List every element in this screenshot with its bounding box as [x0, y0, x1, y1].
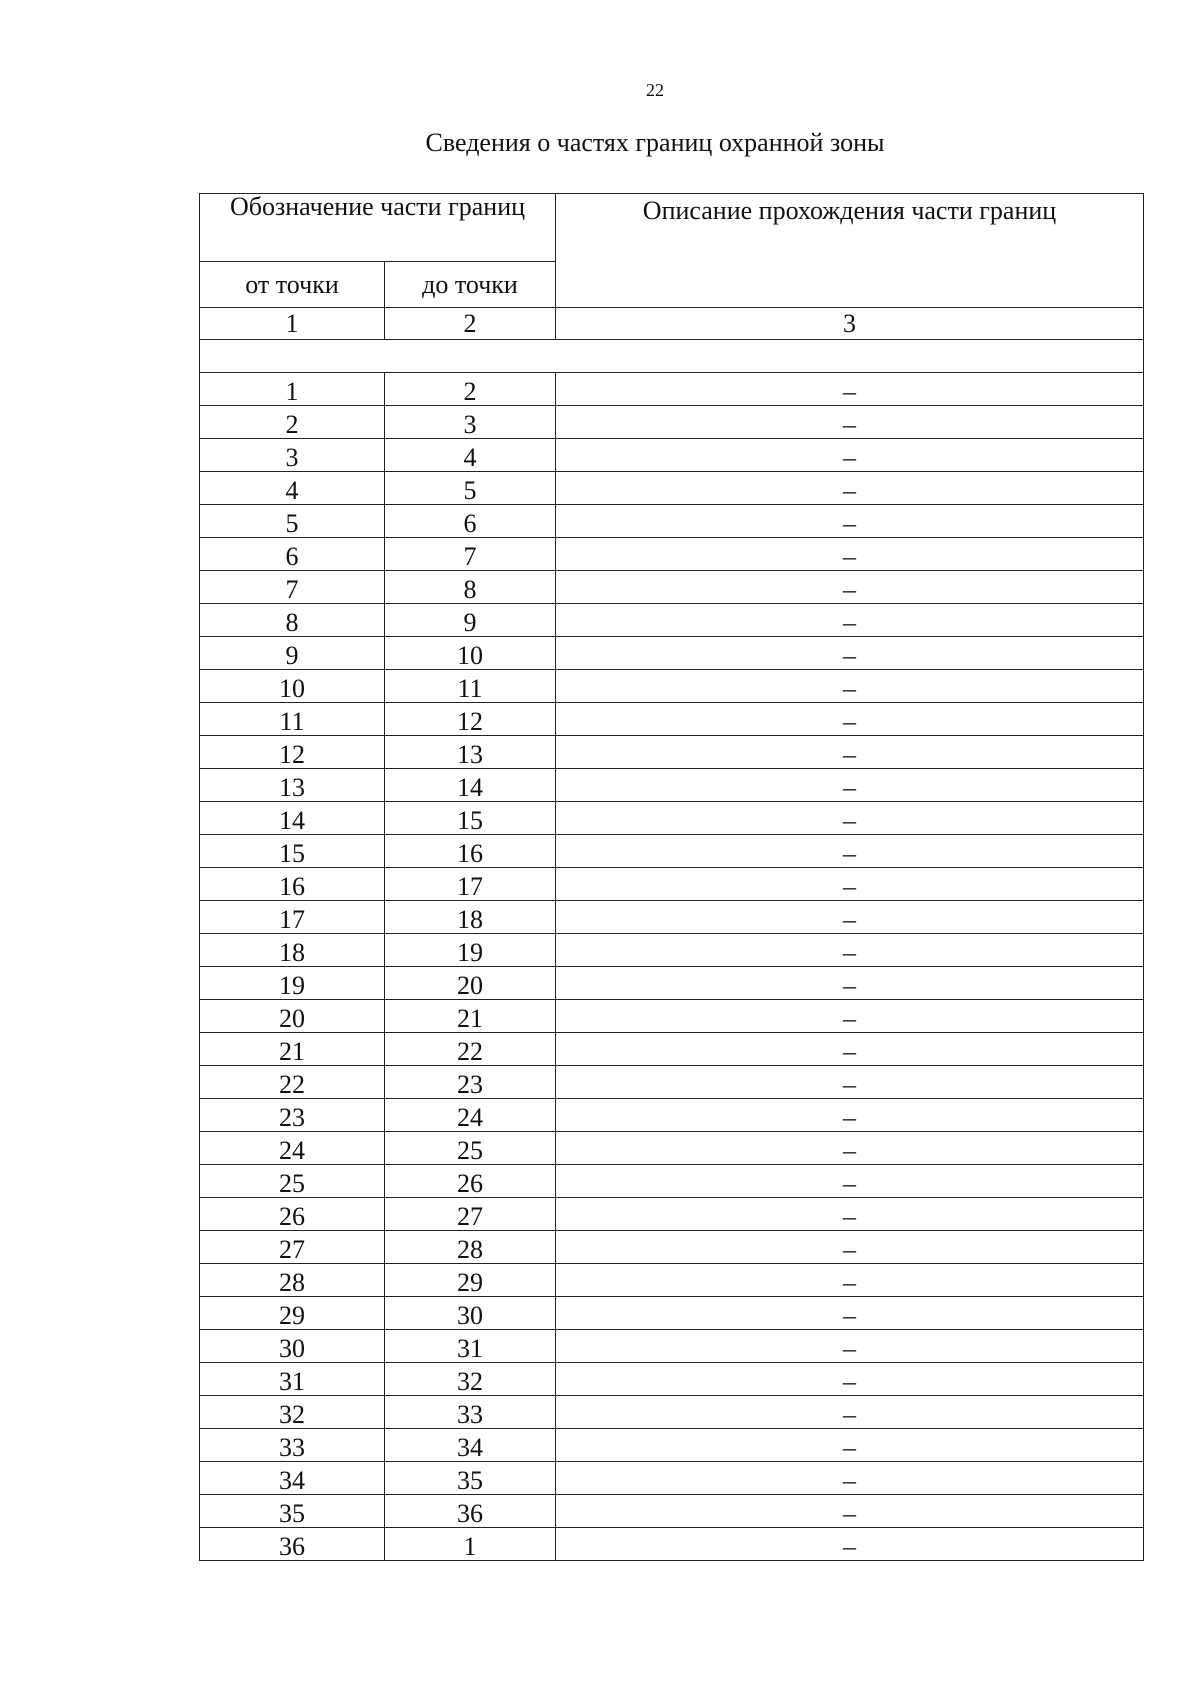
- table-row: [200, 1297, 1144, 1330]
- description-cell: –: [556, 1165, 1144, 1198]
- to-point-cell: 8: [385, 571, 556, 604]
- table-row: [200, 736, 1144, 769]
- from-point-cell: 21: [200, 1033, 385, 1066]
- description-cell: –: [556, 505, 1144, 538]
- from-point-cell: 25: [200, 1165, 385, 1198]
- table-row: [200, 1000, 1144, 1033]
- from-point-cell: 13: [200, 769, 385, 802]
- to-point-cell: 7: [385, 538, 556, 571]
- table-row: [200, 1462, 1144, 1495]
- to-point-cell: 21: [385, 1000, 556, 1033]
- boundary-parts-table: [199, 193, 1144, 1561]
- table-row: [200, 604, 1144, 637]
- from-point-cell: 2: [200, 406, 385, 439]
- to-point-cell: 16: [385, 835, 556, 868]
- to-point-cell: 24: [385, 1099, 556, 1132]
- from-point-cell: 34: [200, 1462, 385, 1495]
- from-point-cell: 29: [200, 1297, 385, 1330]
- description-cell: –: [556, 736, 1144, 769]
- table-row: [200, 1231, 1144, 1264]
- to-point-cell: 12: [385, 703, 556, 736]
- to-point-cell: 36: [385, 1495, 556, 1528]
- description-cell: –: [556, 1528, 1144, 1561]
- table-row: [200, 901, 1144, 934]
- from-point-cell: 9: [200, 637, 385, 670]
- table-row: [200, 868, 1144, 901]
- to-point-cell: 20: [385, 967, 556, 1000]
- to-point-cell: 5: [385, 472, 556, 505]
- description-cell: –: [556, 1033, 1144, 1066]
- description-cell: –: [556, 868, 1144, 901]
- to-point-cell: 34: [385, 1429, 556, 1462]
- from-point-cell: 33: [200, 1429, 385, 1462]
- table-row: [200, 1264, 1144, 1297]
- to-point-cell: 9: [385, 604, 556, 637]
- description-cell: –: [556, 406, 1144, 439]
- from-point-cell: 20: [200, 1000, 385, 1033]
- table-row: [200, 472, 1144, 505]
- table-row: [200, 1066, 1144, 1099]
- table-row: [200, 1495, 1144, 1528]
- to-point-cell: 29: [385, 1264, 556, 1297]
- description-cell: –: [556, 637, 1144, 670]
- table-row: [200, 967, 1144, 1000]
- to-point-cell: 22: [385, 1033, 556, 1066]
- page-title: Сведения о частях границ охранной зоны: [425, 128, 885, 157]
- to-point-cell: 25: [385, 1132, 556, 1165]
- description-cell: –: [556, 901, 1144, 934]
- table-row: [200, 439, 1144, 472]
- description-cell: –: [556, 934, 1144, 967]
- table-row: [200, 802, 1144, 835]
- description-cell: –: [556, 1264, 1144, 1297]
- table-row: [200, 1099, 1144, 1132]
- description-cell: –: [556, 1198, 1144, 1231]
- description-cell: –: [556, 373, 1144, 406]
- description-cell: –: [556, 703, 1144, 736]
- blank-separator-row: [200, 340, 1144, 373]
- to-point-cell: 1: [385, 1528, 556, 1561]
- to-point-cell: 11: [385, 670, 556, 703]
- description-cell: –: [556, 604, 1144, 637]
- description-cell: –: [556, 1066, 1144, 1099]
- to-point-cell: 15: [385, 802, 556, 835]
- from-point-cell: 18: [200, 934, 385, 967]
- table-row: [200, 1132, 1144, 1165]
- to-point-cell: 23: [385, 1066, 556, 1099]
- to-point-cell: 3: [385, 406, 556, 439]
- from-point-cell: 1: [200, 373, 385, 406]
- from-point-cell: 10: [200, 670, 385, 703]
- table-row: [200, 571, 1144, 604]
- description-cell: –: [556, 1429, 1144, 1462]
- description-cell: –: [556, 1363, 1144, 1396]
- description-cell: –: [556, 538, 1144, 571]
- to-point-cell: 18: [385, 901, 556, 934]
- to-point-cell: 17: [385, 868, 556, 901]
- from-point-cell: 12: [200, 736, 385, 769]
- table-row: [200, 637, 1144, 670]
- table-row: [200, 703, 1144, 736]
- page-number: 22: [646, 80, 664, 100]
- to-point-cell: 35: [385, 1462, 556, 1495]
- from-point-cell: 6: [200, 538, 385, 571]
- blank-cell: [200, 340, 1144, 373]
- to-point-cell: 19: [385, 934, 556, 967]
- column-number-1: 1: [200, 308, 385, 340]
- header-from-point: от точки: [200, 262, 385, 308]
- from-point-cell: 17: [200, 901, 385, 934]
- to-point-cell: 13: [385, 736, 556, 769]
- to-point-cell: 28: [385, 1231, 556, 1264]
- to-point-cell: 30: [385, 1297, 556, 1330]
- from-point-cell: 22: [200, 1066, 385, 1099]
- from-point-cell: 14: [200, 802, 385, 835]
- to-point-cell: 33: [385, 1396, 556, 1429]
- description-cell: –: [556, 769, 1144, 802]
- table-row: [200, 1363, 1144, 1396]
- to-point-cell: 14: [385, 769, 556, 802]
- from-point-cell: 8: [200, 604, 385, 637]
- to-point-cell: 31: [385, 1330, 556, 1363]
- description-cell: –: [556, 835, 1144, 868]
- header-designation: Обозначение части границ: [200, 194, 556, 262]
- from-point-cell: 31: [200, 1363, 385, 1396]
- table-row: [200, 1528, 1144, 1561]
- description-cell: –: [556, 967, 1144, 1000]
- from-point-cell: 3: [200, 439, 385, 472]
- description-cell: –: [556, 670, 1144, 703]
- from-point-cell: 16: [200, 868, 385, 901]
- from-point-cell: 23: [200, 1099, 385, 1132]
- to-point-cell: 10: [385, 637, 556, 670]
- description-cell: –: [556, 1462, 1144, 1495]
- table-row: [200, 1396, 1144, 1429]
- table-row: [200, 670, 1144, 703]
- header-description: Описание прохождения части границ: [556, 194, 1144, 308]
- to-point-cell: 26: [385, 1165, 556, 1198]
- table-row: [200, 1033, 1144, 1066]
- from-point-cell: 4: [200, 472, 385, 505]
- from-point-cell: 15: [200, 835, 385, 868]
- from-point-cell: 24: [200, 1132, 385, 1165]
- description-cell: –: [556, 1000, 1144, 1033]
- description-cell: –: [556, 802, 1144, 835]
- table-row: [200, 835, 1144, 868]
- table-row: [200, 406, 1144, 439]
- table-row: [200, 505, 1144, 538]
- table-row: [200, 1198, 1144, 1231]
- header-to-point: до точки: [385, 262, 556, 308]
- to-point-cell: 4: [385, 439, 556, 472]
- column-number-row: [200, 308, 1144, 340]
- table-row: [200, 1429, 1144, 1462]
- description-cell: –: [556, 1099, 1144, 1132]
- description-cell: –: [556, 1297, 1144, 1330]
- description-cell: –: [556, 1495, 1144, 1528]
- from-point-cell: 30: [200, 1330, 385, 1363]
- from-point-cell: 35: [200, 1495, 385, 1528]
- from-point-cell: 19: [200, 967, 385, 1000]
- table-header-row: [200, 194, 1144, 262]
- from-point-cell: 26: [200, 1198, 385, 1231]
- from-point-cell: 28: [200, 1264, 385, 1297]
- from-point-cell: 32: [200, 1396, 385, 1429]
- column-number-3: 3: [556, 308, 1144, 340]
- to-point-cell: 6: [385, 505, 556, 538]
- from-point-cell: 11: [200, 703, 385, 736]
- description-cell: –: [556, 1132, 1144, 1165]
- table-row: [200, 373, 1144, 406]
- description-cell: –: [556, 1231, 1144, 1264]
- table-row: [200, 1165, 1144, 1198]
- table-row: [200, 538, 1144, 571]
- description-cell: –: [556, 1396, 1144, 1429]
- description-cell: –: [556, 472, 1144, 505]
- from-point-cell: 27: [200, 1231, 385, 1264]
- from-point-cell: 5: [200, 505, 385, 538]
- description-cell: –: [556, 439, 1144, 472]
- to-point-cell: 27: [385, 1198, 556, 1231]
- table-row: [200, 1330, 1144, 1363]
- column-number-2: 2: [385, 308, 556, 340]
- description-cell: –: [556, 571, 1144, 604]
- to-point-cell: 32: [385, 1363, 556, 1396]
- table-row: [200, 769, 1144, 802]
- from-point-cell: 36: [200, 1528, 385, 1561]
- table-row: [200, 934, 1144, 967]
- from-point-cell: 7: [200, 571, 385, 604]
- to-point-cell: 2: [385, 373, 556, 406]
- description-cell: –: [556, 1330, 1144, 1363]
